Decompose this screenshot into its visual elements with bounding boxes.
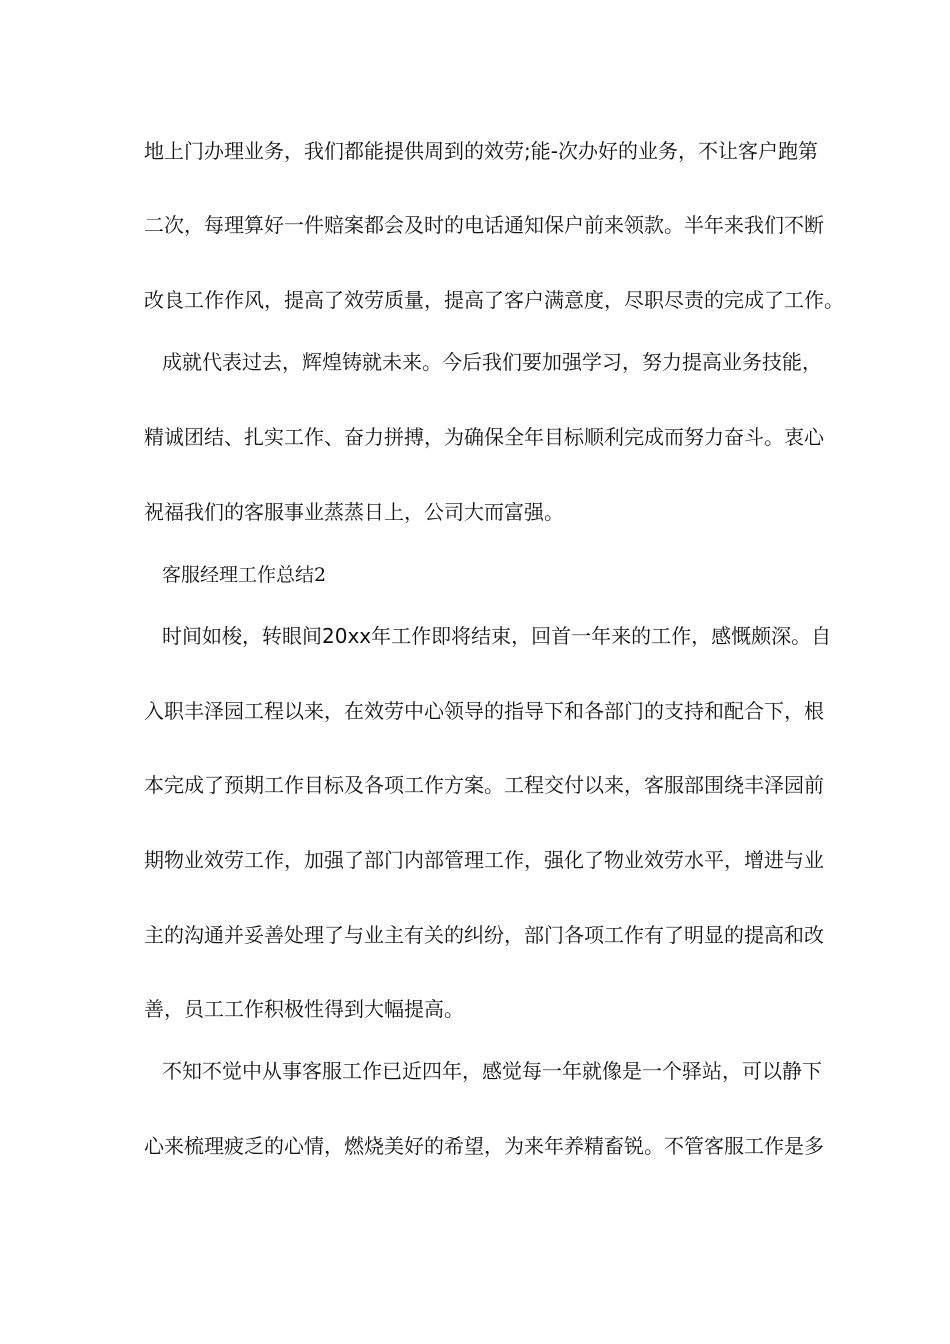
text-line: 心来梳理疲乏的心情，燃烧美好的希望，为来年养精畜锐。不管客服工作是多 (144, 1134, 824, 1158)
text-line: 主的沟通并妥善处理了与业主有关的纠纷，部门各项工作有了明显的提高和改 (144, 923, 824, 947)
paragraph-first-line: 时间如梭，转眼间20xx年工作即将结束，回首一年来的工作，感慨颇深。自 (162, 624, 832, 648)
paragraph-first-line: 不知不觉中从事客服工作已近四年，感觉每一年就像是一个驿站，可以静下 (162, 1059, 822, 1083)
text-line: 入职丰泽园工程以来，在效劳中心领导的指导下和各部门的支持和配合下，根 (144, 699, 824, 723)
paragraph-first-line: 成就代表过去，辉煌铸就未来。今后我们要加强学习，努力提高业务技能， (162, 350, 822, 374)
text-line: 本完成了预期工作目标及各项工作方案。工程交付以来，客服部围绕丰泽园前 (144, 773, 824, 797)
text-line: 二次，每理算好一件赔案都会及时的电话通知保户前来领款。半年来我们不断 (144, 213, 824, 237)
text-line: 善，员工工作积极性得到大幅提高。 (144, 997, 464, 1021)
text-line: 精诚团结、扎实工作、奋力拼搏，为确保全年目标顺利完成而努力奋斗。衷心 (144, 425, 824, 449)
text-line: 改良工作作风，提高了效劳质量，提高了客户满意度，尽职尽责的完成了工作。 (144, 288, 844, 312)
section-heading: 客服经理工作总结2 (162, 564, 327, 586)
text-line: 祝福我们的客服事业蒸蒸日上，公司大而富强。 (144, 500, 564, 524)
text-line: 地上门办理业务，我们都能提供周到的效劳;能-次办好的业务，不让客户跑第 (144, 139, 818, 163)
text-line: 期物业效劳工作，加强了部门内部管理工作，强化了物业效劳水平，增进与业 (144, 848, 824, 872)
